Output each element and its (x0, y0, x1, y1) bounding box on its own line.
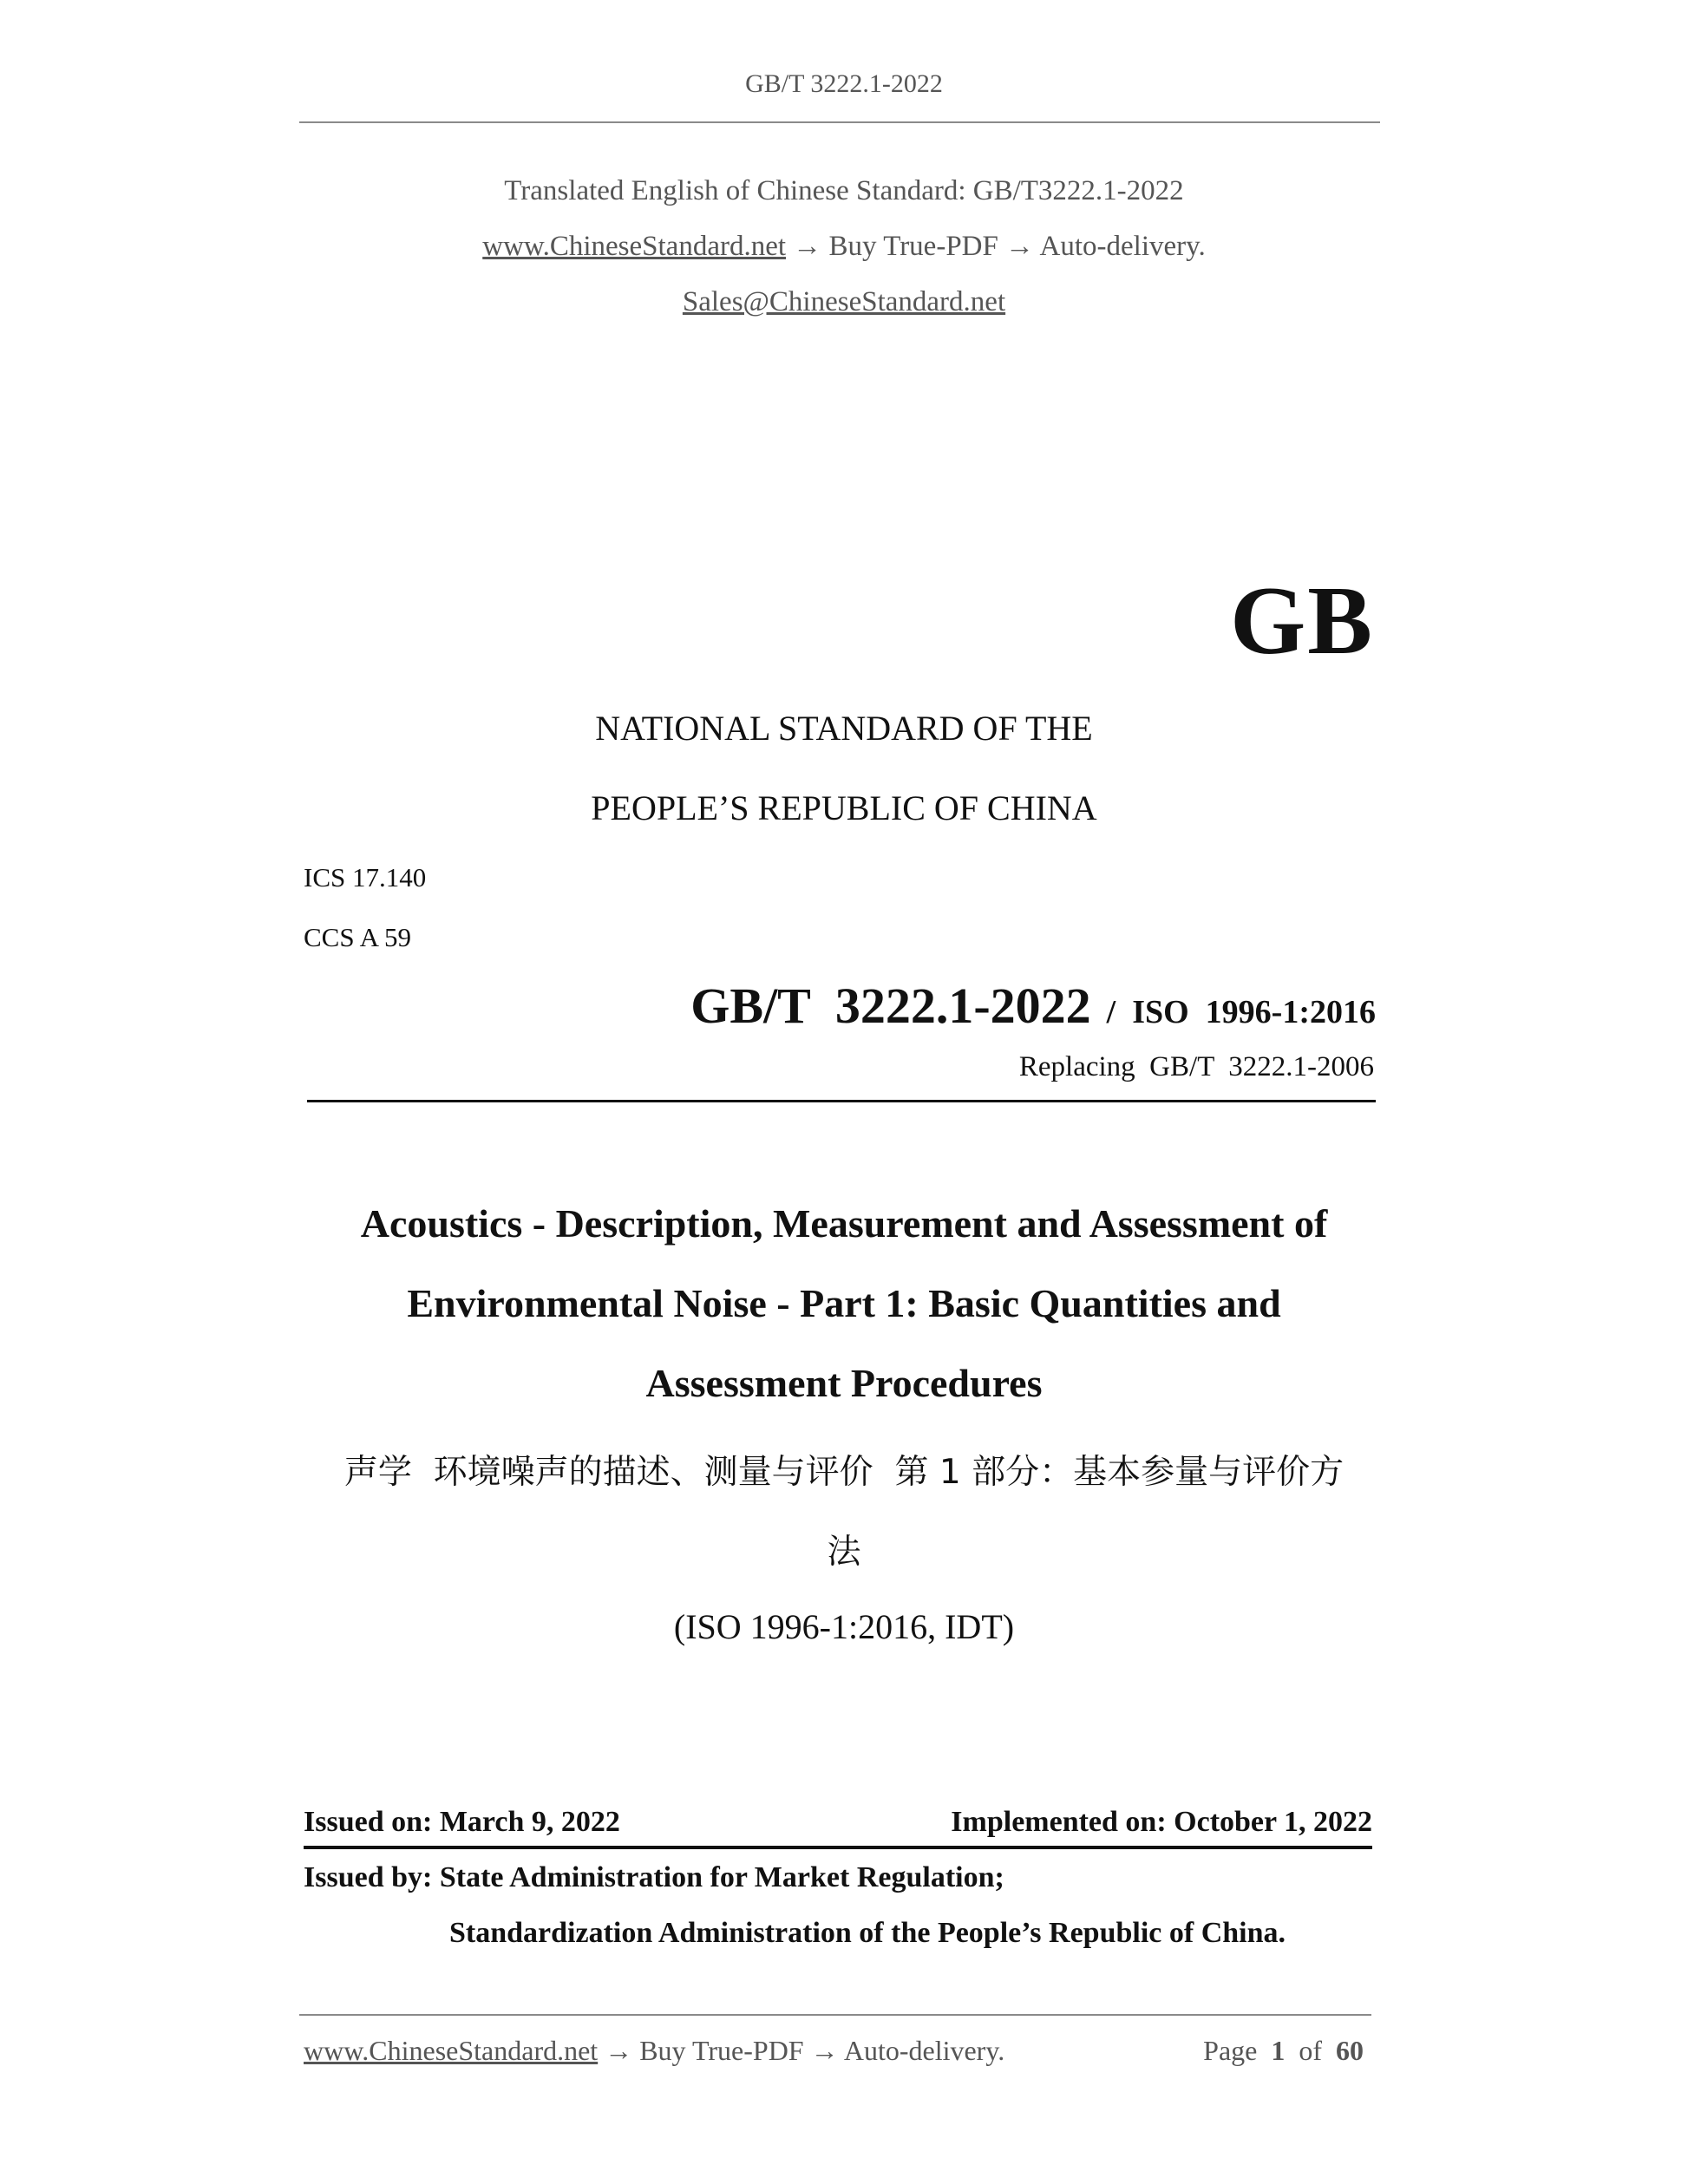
title-cn-line1: 声学 环境噪声的描述、测量与评价 第 1 部分：基本参量与评价方 (343, 1453, 1345, 1492)
promo-line (0, 231, 1688, 263)
gb-logo: GB (1230, 567, 1374, 675)
site-link[interactable]: www.ChineseStandard.net (482, 231, 787, 262)
translated-line: Translated English of Chinese Standard: GB/T3222.1-2022 (504, 175, 1184, 206)
footer-divider (299, 2014, 1371, 2016)
national-standard-line1: NATIONAL STANDARD OF THE (595, 709, 1093, 748)
issued-by: Issued by: State Administration for Market Regulation; (304, 1861, 1004, 1893)
ccs-code: CCS A 59 (304, 922, 412, 952)
page-current: 1 (1271, 2035, 1286, 2066)
footer-promo-suffix: → Buy True-PDF → Auto-delivery. (605, 2035, 1005, 2066)
email-link[interactable]: Sales@ChineseStandard.net (682, 286, 1006, 317)
page-total: 60 (1336, 2035, 1364, 2066)
page-number (1203, 2035, 1364, 2067)
page-of: of (1299, 2035, 1322, 2066)
iso-reference: / ISO 1996-1:2016 (1106, 994, 1376, 1030)
email-line (0, 286, 1688, 318)
footer-promo (304, 2035, 1004, 2067)
issued-on: Issued on: March 9, 2022 (304, 1806, 620, 1838)
promo-suffix: → Buy True-PDF → Auto-delivery. (793, 231, 1206, 262)
implemented-on: Implemented on: October 1, 2022 (951, 1806, 1372, 1838)
national-standard-line2: PEOPLE’S REPUBLIC OF CHINA (591, 788, 1097, 827)
standard-number: GB/T 3222.1-2022 (690, 978, 1091, 1034)
standard-divider (307, 1100, 1376, 1102)
title-cn-line2: 法 (827, 1533, 861, 1572)
ics-code: ICS 17.140 (304, 862, 427, 893)
page-label: Page (1203, 2035, 1258, 2066)
header-divider (299, 121, 1380, 123)
dates-divider (304, 1846, 1372, 1849)
replacing-note: Replacing GB/T 3222.1-2006 (1018, 1051, 1374, 1082)
standard-number-block (690, 977, 1376, 1035)
footer-site-link[interactable]: www.ChineseStandard.net (304, 2035, 599, 2066)
idt-note: (ISO 1996-1:2016, IDT) (673, 1607, 1015, 1646)
title-en-line2: Environmental Noise - Part 1: Basic Quantities and (407, 1281, 1281, 1325)
title-en-line3: Assessment Procedures (645, 1361, 1043, 1405)
issued-by-2: Standardization Administration of the People’s Republic of China. (449, 1917, 1286, 1949)
title-en-line1: Acoustics - Description, Measurement and Assessment of (360, 1201, 1328, 1246)
running-header: GB/T 3222.1-2022 (745, 69, 943, 98)
